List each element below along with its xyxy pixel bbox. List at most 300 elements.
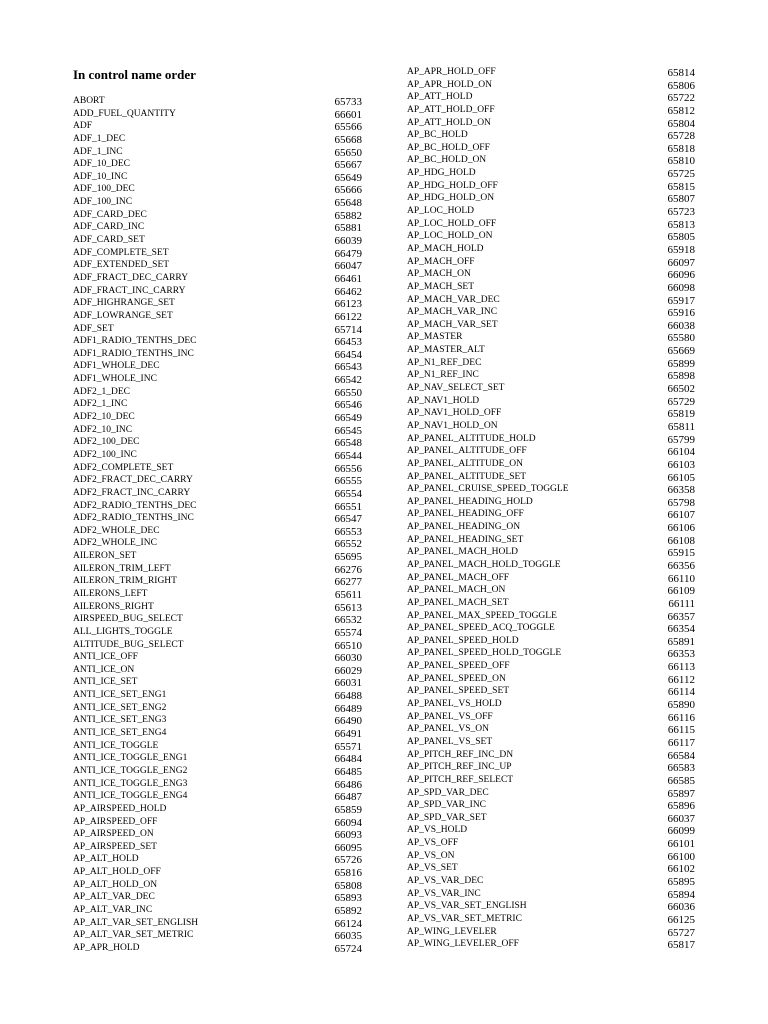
control-name: ADF_CARD_SET (73, 235, 145, 246)
control-code: 65798 (667, 496, 695, 509)
control-code: 65917 (667, 294, 695, 307)
control-code: 66484 (334, 753, 362, 766)
control-name: AP_VS_SET (407, 863, 458, 874)
control-name: AP_VS_VAR_SET_METRIC (407, 913, 522, 924)
control-name: ANTI_ICE_TOGGLE (73, 740, 159, 751)
control-name: AP_PANEL_MACH_OFF (407, 572, 510, 583)
control-name: AP_AIRSPEED_OFF (73, 816, 158, 827)
control-code: 65650 (334, 146, 362, 159)
control-row (407, 938, 695, 951)
control-code: 65574 (334, 626, 362, 639)
control-name: AP_PANEL_SPEED_HOLD (407, 635, 519, 646)
control-name: AP_HDG_HOLD_OFF (407, 180, 498, 191)
control-code: 66124 (334, 917, 362, 930)
control-name: AP_ATT_HOLD_OFF (407, 104, 495, 115)
control-row (73, 841, 362, 854)
control-code: 66544 (334, 449, 362, 462)
control-name: AP_VS_OFF (407, 838, 459, 849)
control-code: 66548 (334, 437, 362, 450)
control-name: AP_ALT_VAR_SET_METRIC (73, 930, 194, 941)
control-row (73, 436, 362, 449)
control-row (407, 660, 695, 673)
control-name: AP_N1_REF_INC (407, 370, 479, 381)
control-code: 65815 (667, 180, 695, 193)
control-name: ADF2_1_INC (73, 399, 128, 410)
control-row (73, 234, 362, 247)
control-row (407, 685, 695, 698)
control-code: 66029 (334, 664, 362, 677)
control-code: 66038 (667, 319, 695, 332)
control-row (73, 942, 362, 955)
control-row (407, 407, 695, 420)
control-code: 65896 (667, 800, 695, 813)
control-row (73, 563, 362, 576)
control-code: 65859 (334, 803, 362, 816)
control-code: 65915 (667, 547, 695, 560)
control-row (73, 714, 362, 727)
control-row (73, 929, 362, 942)
control-row (407, 900, 695, 913)
control-code: 65807 (667, 193, 695, 206)
control-name: AP_PANEL_SPEED_ACQ_TOGGLE (407, 623, 555, 634)
control-row (407, 647, 695, 660)
control-code: 66502 (667, 383, 695, 396)
control-code: 65818 (667, 142, 695, 155)
control-row (73, 740, 362, 753)
control-code: 66552 (334, 538, 362, 551)
control-name: AP_PANEL_CRUISE_SPEED_TOGGLE (407, 484, 569, 495)
control-code: 66486 (334, 778, 362, 791)
control-name: AILERON_SET (73, 551, 137, 562)
control-name: ANTI_ICE_SET_ENG3 (73, 715, 167, 726)
control-row (73, 676, 362, 689)
control-name: ADF2_10_DEC (73, 412, 135, 423)
control-name: ANTI_ICE_SET_ENG4 (73, 728, 167, 739)
control-name: AP_PITCH_REF_INC_UP (407, 762, 512, 773)
control-row (407, 862, 695, 875)
control-code: 65648 (334, 197, 362, 210)
control-name: ANTI_ICE_ON (73, 664, 135, 675)
control-code: 65819 (667, 408, 695, 421)
control-row (73, 626, 362, 639)
control-code: 66585 (667, 774, 695, 787)
control-code: 66542 (334, 374, 362, 387)
control-name: AP_NAV1_HOLD_ON (407, 420, 498, 431)
control-name: AP_PANEL_VS_SET (407, 736, 493, 747)
control-name: ADF2_FRACT_INC_CARRY (73, 487, 191, 498)
control-row (407, 584, 695, 597)
control-row (73, 664, 362, 677)
control-row (73, 424, 362, 437)
control-row (73, 297, 362, 310)
control-row (407, 559, 695, 572)
control-code: 65817 (667, 939, 695, 952)
control-code: 65649 (334, 171, 362, 184)
control-name: AP_PANEL_VS_OFF (407, 711, 493, 722)
control-name: AP_PANEL_SPEED_ON (407, 673, 506, 684)
control-row (407, 774, 695, 787)
control-code: 65613 (334, 601, 362, 614)
control-row (407, 546, 695, 559)
control-name: ANTI_ICE_TOGGLE_ENG4 (73, 791, 188, 802)
control-row (73, 411, 362, 424)
control-name: ADF_COMPLETE_SET (73, 247, 169, 258)
control-code: 66356 (667, 559, 695, 572)
control-code: 65810 (667, 155, 695, 168)
control-row (73, 158, 362, 171)
control-code: 66549 (334, 412, 362, 425)
control-code: 66479 (334, 247, 362, 260)
control-row (73, 209, 362, 222)
control-code: 65714 (334, 323, 362, 336)
control-name: AP_SPD_VAR_DEC (407, 787, 489, 798)
control-row (73, 537, 362, 550)
control-name: AILERONS_LEFT (73, 588, 148, 599)
control-row (407, 534, 695, 547)
control-row (407, 799, 695, 812)
control-row (407, 736, 695, 749)
control-code: 66035 (334, 930, 362, 943)
control-code: 66358 (667, 484, 695, 497)
control-name: AP_PANEL_MACH_HOLD (407, 547, 519, 558)
control-row (73, 171, 362, 184)
control-row (407, 888, 695, 901)
control-name: ADF_EXTENDED_SET (73, 260, 170, 271)
control-name: AP_PANEL_VS_ON (407, 724, 489, 735)
control-code: 66104 (667, 446, 695, 459)
control-name: AP_PANEL_SPEED_HOLD_TOGGLE (407, 648, 562, 659)
control-name: AP_MASTER_ALT (407, 345, 485, 356)
control-row (73, 512, 362, 525)
control-row (73, 120, 362, 133)
control-name: AP_PANEL_HEADING_HOLD (407, 496, 533, 507)
control-code: 66110 (667, 572, 695, 585)
control-row (407, 230, 695, 243)
control-code: 66113 (667, 661, 695, 674)
control-name: ADF1_WHOLE_DEC (73, 361, 160, 372)
control-name: AP_PITCH_REF_SELECT (407, 774, 514, 785)
control-code: 66094 (334, 816, 362, 829)
control-row (407, 723, 695, 736)
control-row (73, 386, 362, 399)
control-name: ANTI_ICE_TOGGLE_ENG3 (73, 778, 188, 789)
control-code: 65724 (334, 942, 362, 955)
control-name: ADF_CARD_DEC (73, 209, 147, 220)
page-heading: In control name order (73, 67, 196, 82)
control-row (407, 382, 695, 395)
control-row (407, 319, 695, 332)
control-row (407, 610, 695, 623)
control-row (73, 247, 362, 260)
control-code: 66554 (334, 487, 362, 500)
control-code: 66462 (334, 285, 362, 298)
control-code: 66047 (334, 260, 362, 273)
control-name: ADF1_WHOLE_INC (73, 374, 157, 385)
control-name: ADF2_100_DEC (73, 437, 140, 448)
control-code: 65897 (667, 787, 695, 800)
control-row (407, 761, 695, 774)
control-row (407, 521, 695, 534)
control-code: 66037 (667, 812, 695, 825)
control-code: 66357 (667, 610, 695, 623)
control-code: 66112 (667, 673, 695, 686)
control-row (407, 597, 695, 610)
control-row (407, 180, 695, 193)
control-code: 66097 (667, 256, 695, 269)
control-row (407, 268, 695, 281)
control-name: AP_LOC_HOLD (407, 206, 475, 217)
control-name: AP_APR_HOLD_ON (407, 79, 492, 90)
control-name: AP_SPD_VAR_SET (407, 812, 487, 823)
control-code: 65566 (334, 121, 362, 134)
control-row (407, 281, 695, 294)
control-code: 66510 (334, 639, 362, 652)
control-name: AP_PANEL_HEADING_SET (407, 534, 524, 545)
control-name: ABORT (73, 96, 105, 106)
control-row (407, 837, 695, 850)
control-code: 66099 (667, 825, 695, 838)
control-row (407, 192, 695, 205)
control-name: ADF2_10_INC (73, 424, 133, 435)
control-row (73, 550, 362, 563)
control-row (407, 79, 695, 92)
control-row (407, 154, 695, 167)
control-row (73, 95, 362, 108)
control-code: 66353 (667, 648, 695, 661)
control-name: AP_ALT_VAR_DEC (73, 892, 155, 903)
control-name: AP_LOC_HOLD_ON (407, 231, 493, 242)
control-row (73, 525, 362, 538)
control-code: 65611 (334, 588, 362, 601)
control-code: 66488 (334, 690, 362, 703)
control-code: 66108 (667, 534, 695, 547)
control-code: 66125 (667, 913, 695, 926)
control-row (407, 420, 695, 433)
control-row (73, 828, 362, 841)
control-row (73, 335, 362, 348)
control-name: AP_MASTER (407, 332, 463, 343)
control-row (407, 787, 695, 800)
control-name: AP_MACH_VAR_SET (407, 319, 498, 330)
control-code: 66096 (667, 269, 695, 282)
control-code: 65892 (334, 905, 362, 917)
control-name: ADF1_RADIO_TENTHS_INC (73, 348, 194, 359)
control-row (73, 588, 362, 601)
control-name: ADF_CARD_INC (73, 222, 145, 233)
control-row (407, 824, 695, 837)
control-row (73, 891, 362, 904)
control-name: ADF_FRACT_DEC_CARRY (73, 272, 189, 283)
control-name: AP_ALT_HOLD_ON (73, 879, 158, 890)
control-name: ADF2_RADIO_TENTHS_DEC (73, 500, 197, 511)
control-row (407, 129, 695, 142)
control-code: 65733 (334, 96, 362, 108)
control-code: 65722 (667, 92, 695, 105)
control-name: AP_PANEL_ALTITUDE_HOLD (407, 433, 536, 444)
control-code: 66532 (334, 614, 362, 627)
control-name: AILERONS_RIGHT (73, 601, 154, 612)
control-code: 65899 (667, 357, 695, 370)
control-name: AP_LOC_HOLD_OFF (407, 218, 497, 229)
control-name: AP_AIRSPEED_HOLD (73, 803, 167, 814)
control-row (407, 433, 695, 446)
control-row (73, 449, 362, 462)
control-code: 66489 (334, 702, 362, 715)
control-name: AP_NAV1_HOLD_OFF (407, 408, 502, 419)
control-row (73, 285, 362, 298)
control-row (73, 398, 362, 411)
control-code: 66101 (667, 838, 695, 851)
control-row (407, 445, 695, 458)
control-name: AP_PANEL_ALTITUDE_ON (407, 458, 523, 469)
control-code: 65726 (334, 854, 362, 867)
control-code: 65728 (667, 130, 695, 143)
control-row (73, 348, 362, 361)
control-row (407, 749, 695, 762)
control-name: AP_ALT_VAR_INC (73, 905, 153, 915)
control-code: 65895 (667, 876, 695, 888)
control-name: ANTI_ICE_TOGGLE_ENG2 (73, 765, 188, 776)
control-row (73, 323, 362, 336)
control-code: 65723 (667, 206, 695, 219)
control-row (407, 572, 695, 585)
control-code: 66490 (334, 715, 362, 728)
control-code: 65799 (667, 433, 695, 446)
control-name: AP_PANEL_VS_HOLD (407, 699, 502, 710)
control-name: ADF_FRACT_INC_CARRY (73, 285, 186, 296)
control-row (73, 133, 362, 146)
control-name: AP_ALT_HOLD_OFF (73, 867, 161, 878)
control-name: AP_MACH_VAR_DEC (407, 294, 500, 305)
control-name: AP_MACH_HOLD (407, 243, 484, 254)
control-row (73, 360, 362, 373)
control-code: 66601 (334, 108, 362, 121)
control-code: 66036 (667, 901, 695, 914)
control-name: AP_PANEL_MAX_SPEED_TOGGLE (407, 610, 557, 621)
control-row (407, 91, 695, 104)
control-code: 66105 (667, 471, 695, 484)
control-name: AP_BC_HOLD (407, 130, 468, 141)
control-row (73, 108, 362, 121)
control-row (407, 496, 695, 509)
control-row (407, 294, 695, 307)
control-code: 66485 (334, 765, 362, 778)
control-row (73, 272, 362, 285)
right-column-list (407, 66, 695, 951)
control-name: AP_PANEL_ALTITUDE_SET (407, 471, 527, 482)
control-code: 66453 (334, 336, 362, 349)
control-row (73, 816, 362, 829)
control-name: ADF_HIGHRANGE_SET (73, 298, 175, 309)
control-row (407, 471, 695, 484)
control-name: ADF2_RADIO_TENTHS_INC (73, 513, 194, 524)
control-row (407, 913, 695, 926)
control-name: ADF2_COMPLETE_SET (73, 462, 174, 473)
control-code: 66031 (334, 677, 362, 690)
control-name: AILERON_TRIM_RIGHT (73, 576, 177, 587)
control-name: ADF_10_INC (73, 171, 128, 182)
control-code: 65727 (667, 926, 695, 939)
control-name: ADD_FUEL_QUANTITY (73, 108, 176, 119)
control-name: ADF2_WHOLE_INC (73, 538, 157, 549)
control-name: AP_VS_VAR_SET_ENGLISH (407, 901, 527, 912)
control-code: 65894 (667, 888, 695, 901)
control-name: AP_VS_ON (407, 850, 455, 861)
control-row (73, 752, 362, 765)
control-row (407, 344, 695, 357)
control-code: 66115 (667, 724, 695, 737)
control-name: AP_ALT_HOLD (73, 854, 139, 865)
control-name: AP_ATT_HOLD_ON (407, 117, 491, 128)
control-code: 65667 (334, 159, 362, 172)
control-name: AP_PANEL_ALTITUDE_OFF (407, 446, 527, 457)
control-code: 65918 (667, 243, 695, 256)
control-row (407, 926, 695, 939)
control-name: AP_MACH_ON (407, 269, 471, 280)
control-row (73, 613, 362, 626)
control-name: AP_VS_VAR_DEC (407, 876, 484, 886)
control-row (407, 483, 695, 496)
control-row (407, 117, 695, 130)
control-row (73, 790, 362, 803)
control-code: 65916 (667, 307, 695, 320)
control-name: ADF2_FRACT_DEC_CARRY (73, 475, 193, 486)
control-code: 66276 (334, 563, 362, 576)
control-row (407, 306, 695, 319)
control-code: 66555 (334, 475, 362, 488)
control-row (407, 711, 695, 724)
control-name: ADF_100_DEC (73, 184, 135, 195)
control-code: 65893 (334, 892, 362, 905)
control-row (73, 778, 362, 791)
control-name: AP_HDG_HOLD (407, 168, 476, 179)
control-row (73, 917, 362, 930)
control-row (73, 879, 362, 892)
control-row (73, 803, 362, 816)
control-row (73, 904, 362, 917)
control-name: AP_BC_HOLD_ON (407, 155, 487, 166)
control-name: AP_BC_HOLD_OFF (407, 142, 490, 153)
control-row (73, 373, 362, 386)
control-row (407, 508, 695, 521)
control-row (73, 853, 362, 866)
control-name: AP_MACH_SET (407, 281, 475, 292)
control-code: 65808 (334, 879, 362, 892)
control-row (407, 142, 695, 155)
control-code: 66543 (334, 361, 362, 374)
control-name: ANTI_ICE_TOGGLE_ENG1 (73, 753, 188, 764)
control-name: ALL_LIGHTS_TOGGLE (73, 626, 173, 637)
control-name: AP_MACH_VAR_INC (407, 307, 498, 318)
control-row (73, 765, 362, 778)
control-code: 65580 (667, 332, 695, 345)
control-code: 66103 (667, 458, 695, 471)
control-row (73, 310, 362, 323)
control-name: ANTI_ICE_SET (73, 677, 138, 688)
control-code: 66102 (667, 863, 695, 876)
control-code: 65881 (334, 222, 362, 235)
control-row (73, 474, 362, 487)
control-row (407, 243, 695, 256)
control-row (407, 850, 695, 863)
control-row (407, 458, 695, 471)
control-name: AP_AIRSPEED_SET (73, 841, 157, 852)
control-code: 66545 (334, 424, 362, 437)
control-code: 66095 (334, 841, 362, 854)
control-code: 65669 (667, 345, 695, 358)
control-code: 65814 (667, 67, 695, 79)
control-row (73, 462, 362, 475)
